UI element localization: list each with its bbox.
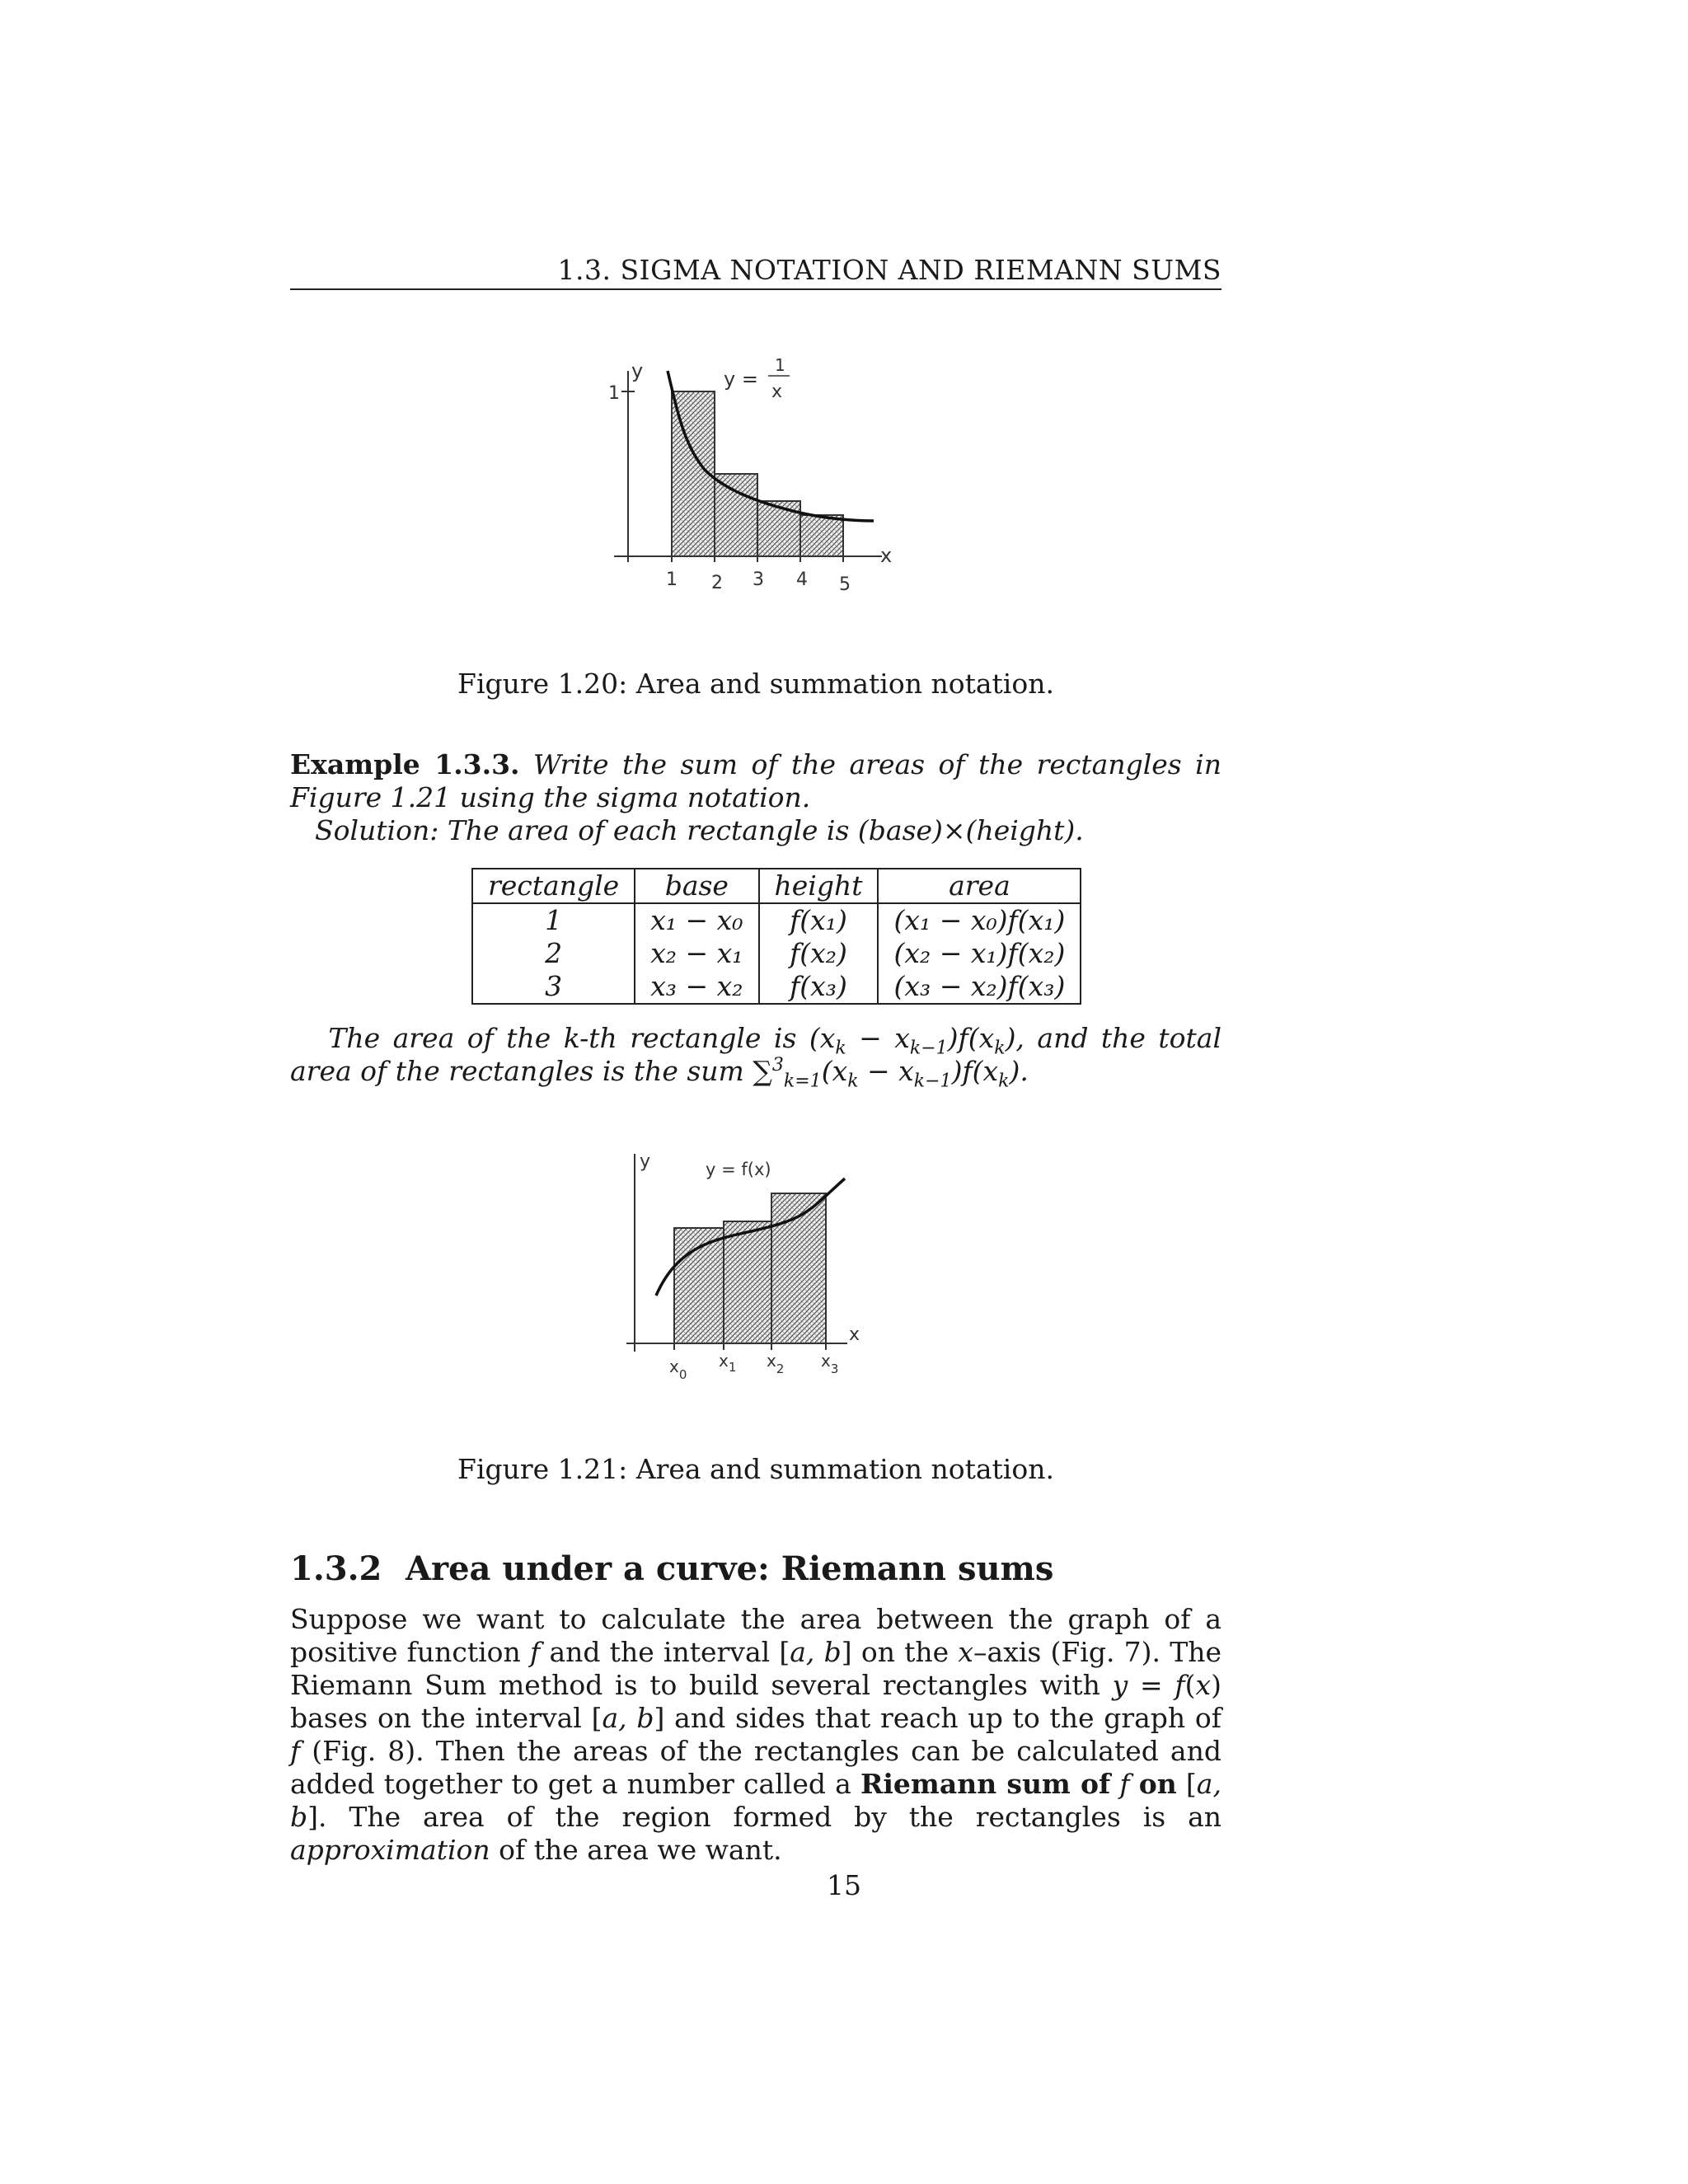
- table-cell: (x₂ − x₁)f(x₂): [878, 937, 1081, 970]
- bold-term: Riemann sum of: [860, 1768, 1111, 1800]
- rectangle-2: [724, 1221, 771, 1343]
- table-header: rectangle: [472, 869, 635, 903]
- rectangle-3: [757, 501, 800, 556]
- x-tick-4: 4: [796, 569, 808, 590]
- table-cell: 2: [472, 937, 635, 970]
- table-cell: x₃ − x₂: [635, 970, 758, 1004]
- table-header: area: [878, 869, 1081, 903]
- body-paragraph: Suppose we want to calculate the area between the graph of a positive function f and the interval [a, b] on the x–axis (Fig. 7). The Riemann Sum method is to build several rectangles with y = f(x) bases on the interval [a, b] and sides that reach up to the graph of f (Fig. 8). Then the areas of the rectangles can be calculated and added together to get a number called a Riemann sum of f on [a, b]. The area of the region formed by the rectangles is an approximation of the area we want.: [290, 1603, 1222, 1866]
- section-title: Area under a curve: Riemann sums: [406, 1549, 1054, 1588]
- x-tick-x3: $x_3$: [821, 1351, 839, 1376]
- body-text: and sides that reach up to the graph of: [674, 1702, 1222, 1734]
- body-text: Suppose we want to calculate the area between the graph of a positive function: [290, 1603, 1221, 1668]
- figure-1-20: [602, 346, 915, 635]
- x-tick-x1: $x_1$: [719, 1351, 737, 1375]
- x-tick-x0: $x_0$: [669, 1357, 687, 1382]
- kth-text-1: The area of the k-th rectangle is (x: [328, 1022, 836, 1054]
- body-text: –axis (Fig. 7). The Riemann Sum method is to build several rectangles with: [290, 1636, 1221, 1701]
- figure-1-21-caption: Figure 1.21: Area and summation notation.: [457, 1453, 1054, 1485]
- figure-1-20-caption: Figure 1.20: Area and summation notation.: [457, 668, 1054, 700]
- y-axis-label: y: [631, 359, 644, 382]
- table-row: [472, 937, 1081, 970]
- table-cell: f(x₁): [759, 903, 879, 937]
- body-text: bases on the interval: [290, 1702, 582, 1734]
- figure-1-21: [626, 1146, 907, 1409]
- section-number: 1.3.2: [290, 1549, 382, 1588]
- example-text: Write the sum of the areas of the rectangles in Figure 1.21 using the sigma notation.: [290, 748, 1221, 813]
- x-tick-3: 3: [753, 569, 764, 590]
- body-text: of the area we want.: [499, 1834, 782, 1866]
- x-tick-1: 1: [666, 569, 678, 590]
- section-heading: [290, 1549, 1053, 1588]
- curve-label: y =: [724, 368, 758, 391]
- area-table: [471, 868, 1081, 1005]
- table-cell: x₁ − x₀: [635, 903, 758, 937]
- x-axis-label: x: [849, 1324, 860, 1345]
- rectangle-1: [674, 1228, 724, 1343]
- table-row: [472, 970, 1081, 1004]
- page-number: 15: [827, 1869, 861, 1901]
- table-cell: (x₁ − x₀)f(x₁): [878, 903, 1081, 937]
- x-tick-x2: $x_2$: [767, 1351, 785, 1376]
- kth-text-2: and the total area of the rectangles is the sum: [290, 1022, 1222, 1087]
- body-text: (Fig. 8). Then the areas of the rectangles can be calculated and added together to get a number called a: [290, 1735, 1221, 1800]
- table-cell: 1: [472, 903, 635, 937]
- x-tick-2: 2: [711, 573, 723, 593]
- header-rule: [290, 288, 1221, 290]
- table-cell: (x₃ − x₂)f(x₃): [878, 970, 1081, 1004]
- table-cell: f(x₃): [759, 970, 879, 1004]
- table-header: height: [759, 869, 879, 903]
- table-cell: x₂ − x₁: [635, 937, 758, 970]
- curve-label-numerator: 1: [775, 355, 785, 375]
- body-text: . The area of the region formed by the rectangles is an: [318, 1801, 1221, 1833]
- running-head: 1.3. SIGMA NOTATION AND RIEMANN SUMS: [557, 254, 1221, 286]
- curve-label-denominator: x: [771, 382, 783, 402]
- italic-term: approximation: [290, 1834, 490, 1866]
- example-statement: [290, 748, 1221, 814]
- rectangle-2: [715, 474, 757, 556]
- body-text: and the interval: [549, 1636, 771, 1668]
- rectangle-4: [800, 515, 843, 556]
- x-axis-label: x: [880, 544, 893, 567]
- curve-label: y = f(x): [706, 1160, 771, 1179]
- table-cell: 3: [472, 970, 635, 1004]
- kth-rectangle-paragraph: The area of the k-th rectangle is $(x_k - x_{k-1})f(x_k)$, and the total area of the rectangles is the sum $\sum^3_{k=1}(x_k - x_{k-1})f(x_k)$.: [290, 1022, 1222, 1092]
- body-text: on the: [860, 1636, 950, 1668]
- y-tick-1: 1: [608, 383, 620, 404]
- example-label: Example 1.3.3.: [290, 748, 520, 780]
- bold-term: on: [1138, 1768, 1177, 1800]
- table-row: [472, 903, 1081, 937]
- table-cell: f(x₂): [759, 937, 879, 970]
- x-tick-5: 5: [839, 574, 851, 595]
- table-header: base: [635, 869, 758, 903]
- solution-line: Solution: The area of each rectangle is (base)×(height).: [315, 814, 1084, 846]
- y-axis-label: y: [640, 1151, 651, 1172]
